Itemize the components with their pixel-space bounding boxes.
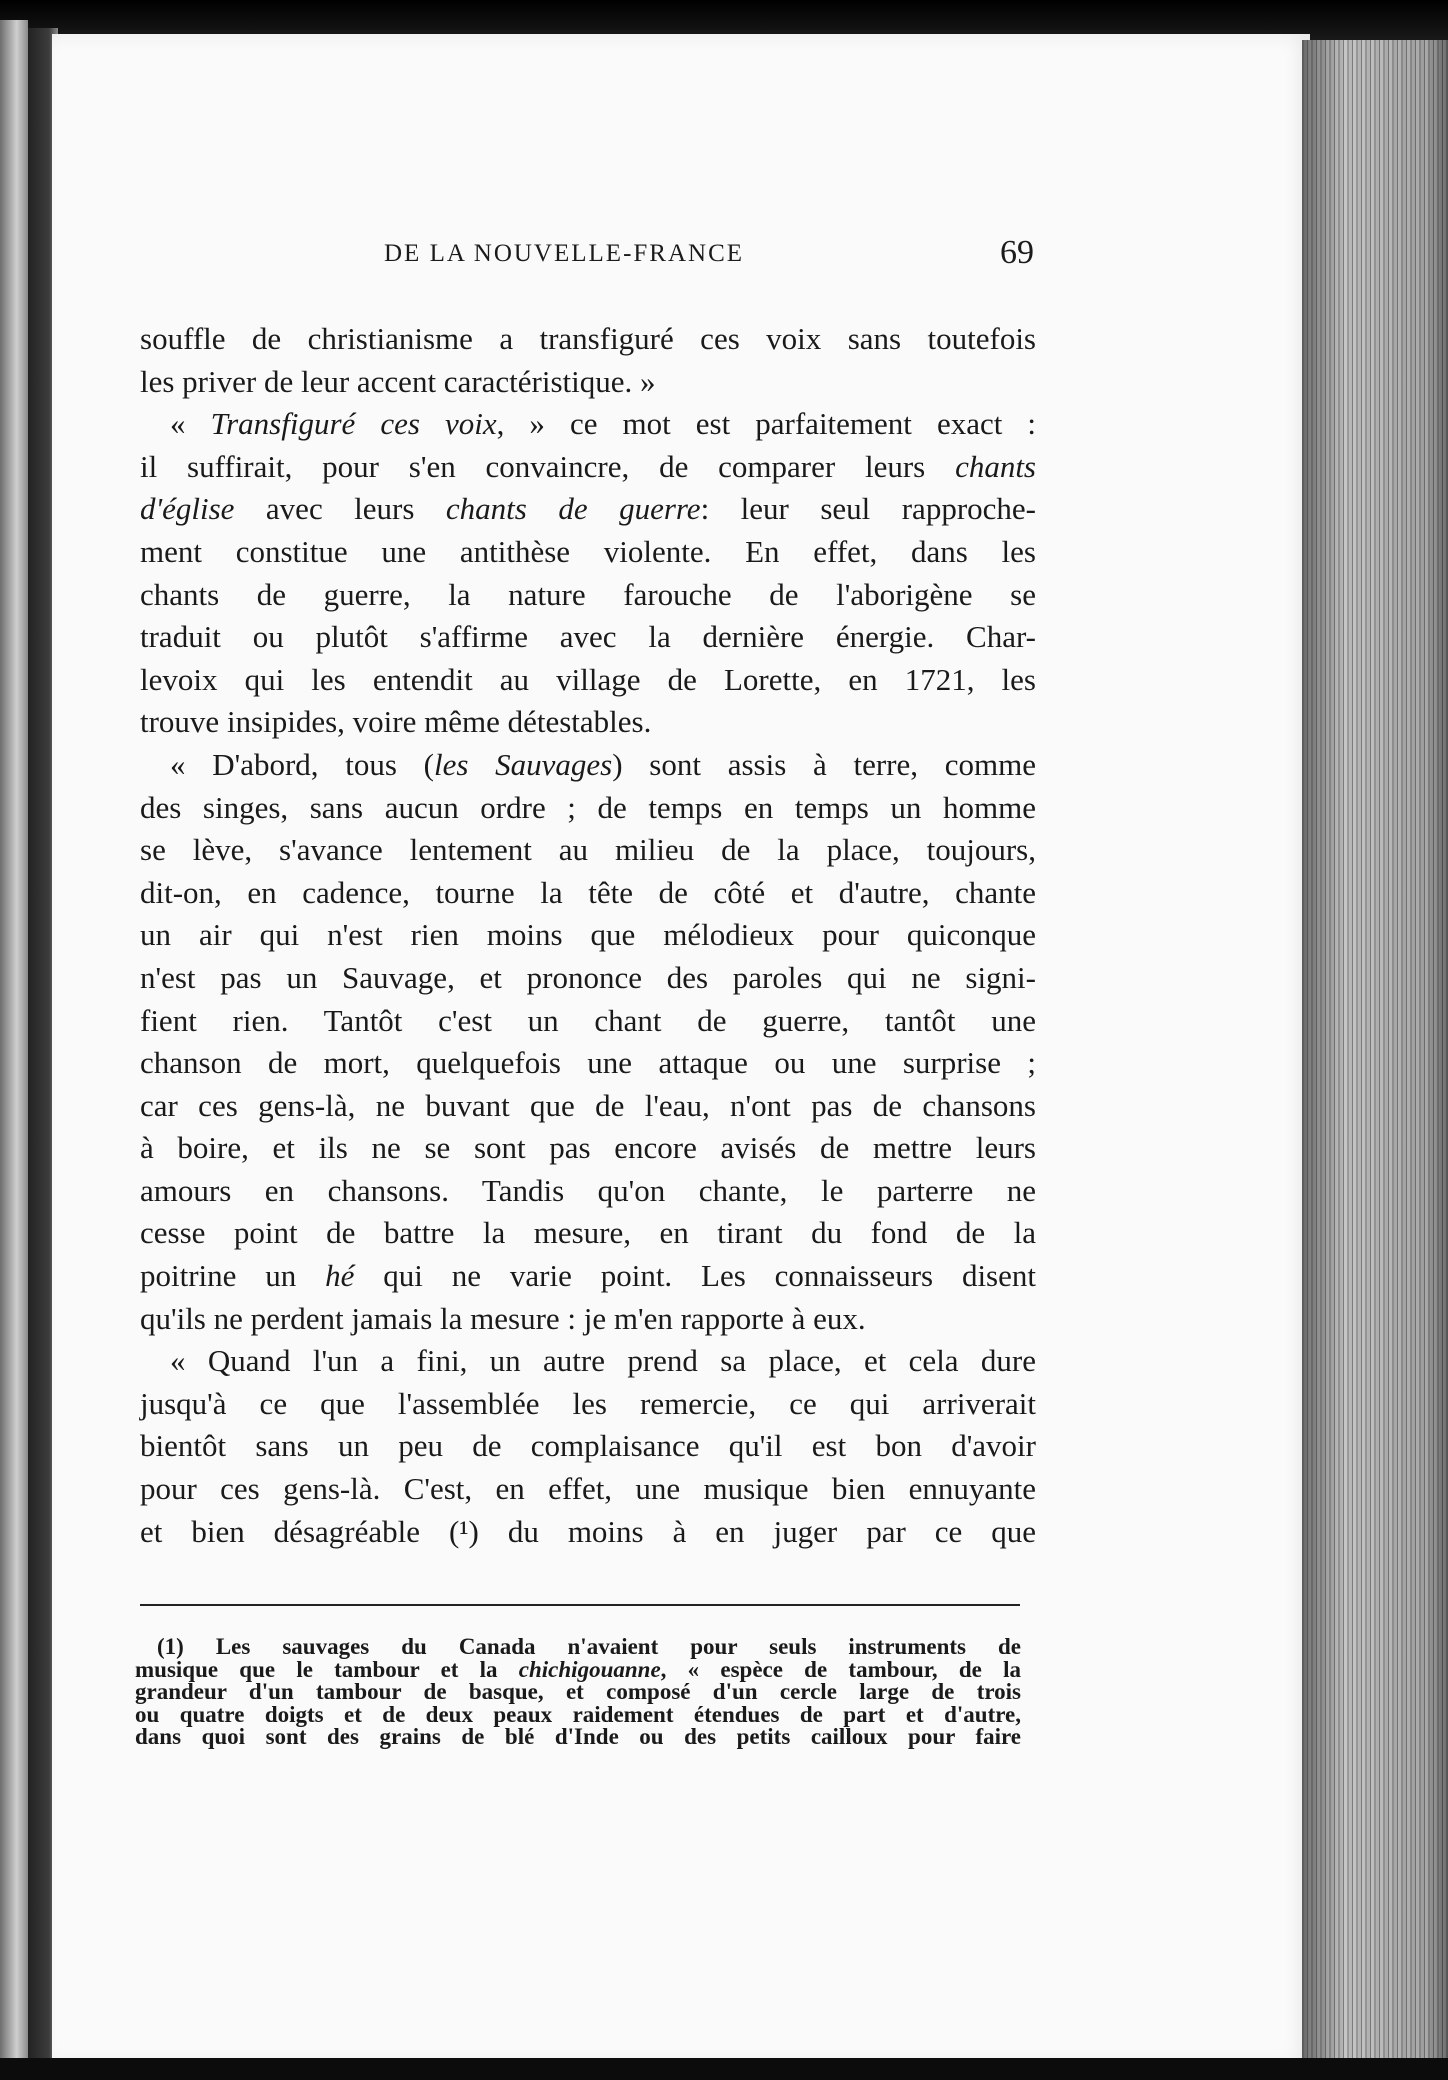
body-italic-text: chants de guerre [445,491,701,527]
body-text: les priver de leur accent caractéristique. » [140,363,656,399]
body-text [140,318,1036,1553]
body-line [140,787,1036,830]
body-text: : leur seul rapproche- [700,491,1036,527]
body-line [140,361,1036,404]
body-text: souffle de christianisme a transfiguré ces voix sans toutefois [140,321,1036,356]
body-text: des singes, sans aucun ordre ; de temps en temps un homme [140,789,1036,825]
body-text: et bien désagréable (¹) du moins à en juger par ce que [140,1513,1036,1549]
body-line [140,872,1036,915]
body-line [140,531,1036,574]
body-line [140,1340,1036,1383]
footnote-text: musique que le tambour et la [135,1656,519,1682]
body-line [140,1085,1036,1128]
body-italic-text: d'église [140,491,235,527]
body-text: traduit ou plutôt s'affirme avec la dernière énergie. Char- [140,619,1036,655]
footnote-text: , « espèce de tambour, de la [660,1656,1021,1682]
body-line [140,446,1036,489]
body-text: « Quand l'un a fini, un autre prend sa place, et cela dure [170,1343,1036,1379]
body-text: à boire, et ils ne se sont pas encore avisés de mettre leurs [140,1130,1036,1166]
body-text: jusqu'à ce que l'assemblée les remercie, ce qui arriverait [140,1385,1036,1421]
page-number: 69 [1000,234,1034,271]
footnote-italic-text: chichigouanne [518,1656,661,1682]
footnote-line [135,1656,1021,1682]
footnote-line [135,1636,1021,1659]
body-text: chants de guerre, la nature farouche de l'aborigène se [140,576,1036,612]
body-line [140,616,1036,659]
footnote-line [135,1701,1021,1727]
body-text: ment constitue une antithèse violente. En effet, dans les [140,533,1036,569]
body-line [140,1170,1036,1213]
body-line [140,744,1036,787]
footnote-text: dans quoi sont des grains de blé d'Inde ou des petits cailloux pour faire [135,1724,1021,1749]
body-line [140,1000,1036,1043]
body-text: chanson de mort, quelquefois une attaque ou une surprise ; [140,1045,1036,1081]
footnote-text: grandeur d'un tambour de basque, et composé d'un cercle large de trois [135,1679,1021,1704]
body-text: « [170,406,211,442]
body-text: car ces gens-là, ne buvant que de l'eau, n'ont pas de chansons [140,1087,1036,1123]
body-line [140,659,1036,702]
body-text: amours en chansons. Tandis qu'on chante, le parterre ne [140,1172,1036,1208]
body-line [140,574,1036,617]
body-line [140,1127,1036,1170]
body-text: dit-on, en cadence, tourne la tête de côté et d'autre, chante [140,874,1036,910]
body-text: avec leurs [234,491,446,527]
body-line [140,829,1036,872]
body-text: « D'abord, tous ( [170,746,434,782]
footnote [135,1636,1021,1749]
footnote-text: ou quatre doigts et de deux peaux raidement étendues de part et d'autre, [135,1701,1021,1727]
body-line [140,488,1036,531]
body-text: levoix qui les entendit au village de Lorette, en 1721, les [140,661,1036,697]
body-line [140,957,1036,1000]
body-text: n'est pas un Sauvage, et prononce des paroles qui ne signi- [140,959,1036,995]
body-text: ) sont assis à terre, comme [612,746,1036,782]
running-head: DE LA NOUVELLE-FRANCE [384,240,745,267]
body-text: fient rien. Tantôt c'est un chant de guerre, tantôt une [140,1002,1036,1038]
body-text: poitrine un [140,1258,326,1294]
body-text: qu'ils ne perdent jamais la mesure : je m'en rapporte à eux. [140,1300,866,1336]
body-text: , » ce mot est parfaitement exact : [496,406,1037,442]
body-italic-text: les Sauvages [434,746,613,782]
footnote-rule [140,1604,1020,1606]
body-line [140,1468,1036,1511]
body-line [140,403,1036,446]
body-line [140,318,1036,361]
footnote-line [135,1726,1021,1749]
body-line [140,1383,1036,1426]
body-text: il suffirait, pour s'en convaincre, de comparer leurs [140,448,956,484]
footnote-line [135,1681,1021,1704]
body-line [140,1212,1036,1255]
body-text: se lève, s'avance lentement au milieu de la place, toujours, [140,832,1036,868]
body-line [140,1255,1036,1298]
body-text: un air qui n'est rien moins que mélodieux pour quiconque [140,917,1036,953]
body-line [140,1511,1036,1554]
body-text: pour ces gens-là. C'est, en effet, une musique bien ennuyante [140,1471,1036,1507]
body-text: cesse point de battre la mesure, en tirant du fond de la [140,1215,1036,1251]
body-line [140,1042,1036,1085]
body-text: qui ne varie point. Les connaisseurs disent [354,1258,1036,1294]
page-fore-edge [1302,40,1448,2060]
body-line [140,914,1036,957]
body-italic-text: Transfiguré ces voix [210,406,497,442]
body-line [140,1298,1036,1341]
previous-page-edge [0,20,28,2060]
body-text: bientôt sans un peu de complaisance qu'il est bon d'avoir [140,1428,1036,1464]
body-line [140,701,1036,744]
body-italic-text: hé [325,1258,355,1294]
bottom-shadow [0,2058,1448,2080]
body-text: trouve insipides, voire même détestables. [140,704,652,740]
body-italic-text: chants [955,448,1036,484]
footnote-text: (1) Les sauvages du Canada n'avaient pour seuls instruments de [157,1634,1021,1659]
body-line [140,1425,1036,1468]
